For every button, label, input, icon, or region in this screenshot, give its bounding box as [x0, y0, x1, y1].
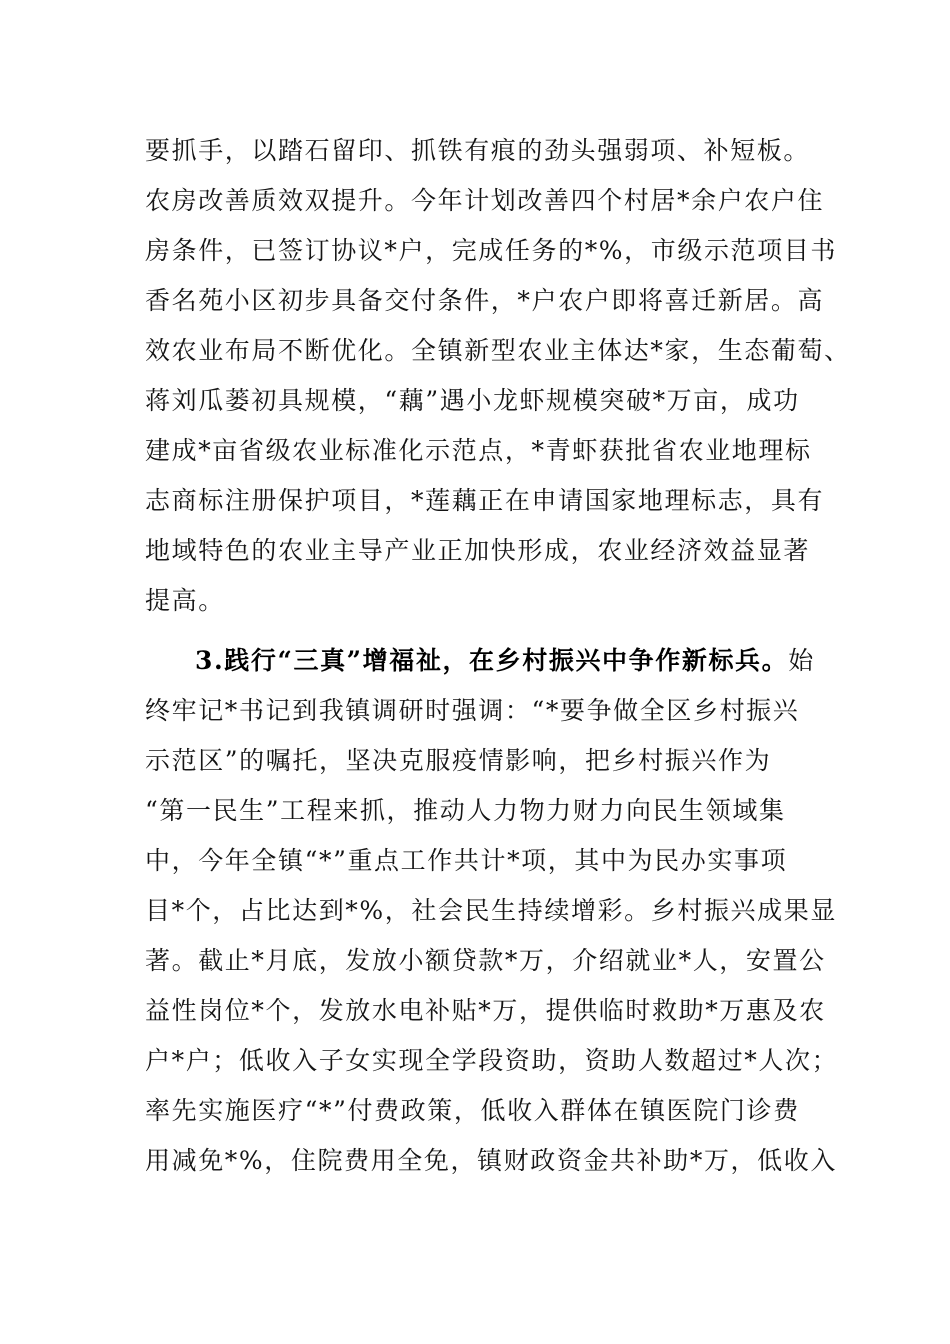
text-line: 房条件，已签订协议*户，完成任务的*%，市级示范项目书 [145, 236, 837, 265]
section-heading-line [195, 637, 865, 685]
text-line: 著。截止*月底，发放小额贷款*万，介绍就业*人，安置公 [145, 946, 826, 975]
text-line: 中，今年全镇“*”重点工作共计*项，其中为民办实事项 [145, 846, 788, 875]
text-line: 地域特色的农业主导产业正加快形成，农业经济效益显著 [145, 536, 811, 565]
text-line: 益性岗位*个，发放水电补贴*万，提供临时救助*万惠及农 [145, 996, 826, 1025]
text-line: 蒋刘瓜蒌初具规模，“藕”遇小龙虾规模突破*万亩，成功 [145, 386, 800, 415]
text-line: 香名苑小区初步具备交付条件，*户农户即将喜迁新居。高 [145, 286, 825, 315]
text-line: 户*户；低收入子女实现全学段资助，资助人数超过*人次； [145, 1046, 839, 1075]
text-line: 志商标注册保护项目，*莲藕正在申请国家地理标志，具有 [145, 486, 825, 515]
section-heading: 3.践行“三真”增福祉，在乡村振兴中争作新标兵。 [195, 646, 789, 675]
text-line: 率先实施医疗“*”付费政策，低收入群体在镇医院门诊费 [145, 1096, 800, 1125]
text-line: 提高。 [145, 586, 225, 615]
text-line: 用减免*%，住院费用全免，镇财政资金共补助*万，低收入 [145, 1146, 837, 1175]
text-line: 终牢记*书记到我镇调研时强调：“*要争做全区乡村振兴 [145, 696, 800, 725]
text-line: 效农业布局不断优化。全镇新型农业主体达*家，生态葡萄、 [145, 336, 851, 365]
text-line: 建成*亩省级农业标准化示范点，*青虾获批省农业地理标 [145, 436, 812, 465]
text-line: 示范区”的嘱托，坚决克服疫情影响，把乡村振兴作为 [145, 746, 772, 775]
heading-continuation: 始 [788, 646, 815, 675]
text-line: 目*个，占比达到*%，社会民生持续增彩。乡村振兴成果显 [145, 896, 837, 925]
text-line: “第一民生”工程来抓，推动人力物力财力向民生领域集 [145, 796, 786, 825]
text-line: 农房改善质效双提升。今年计划改善四个村居*余户农户住 [145, 186, 825, 215]
text-line: 要抓手，以踏石留印、抓铁有痕的劲头强弱项、补短板。 [145, 136, 811, 165]
